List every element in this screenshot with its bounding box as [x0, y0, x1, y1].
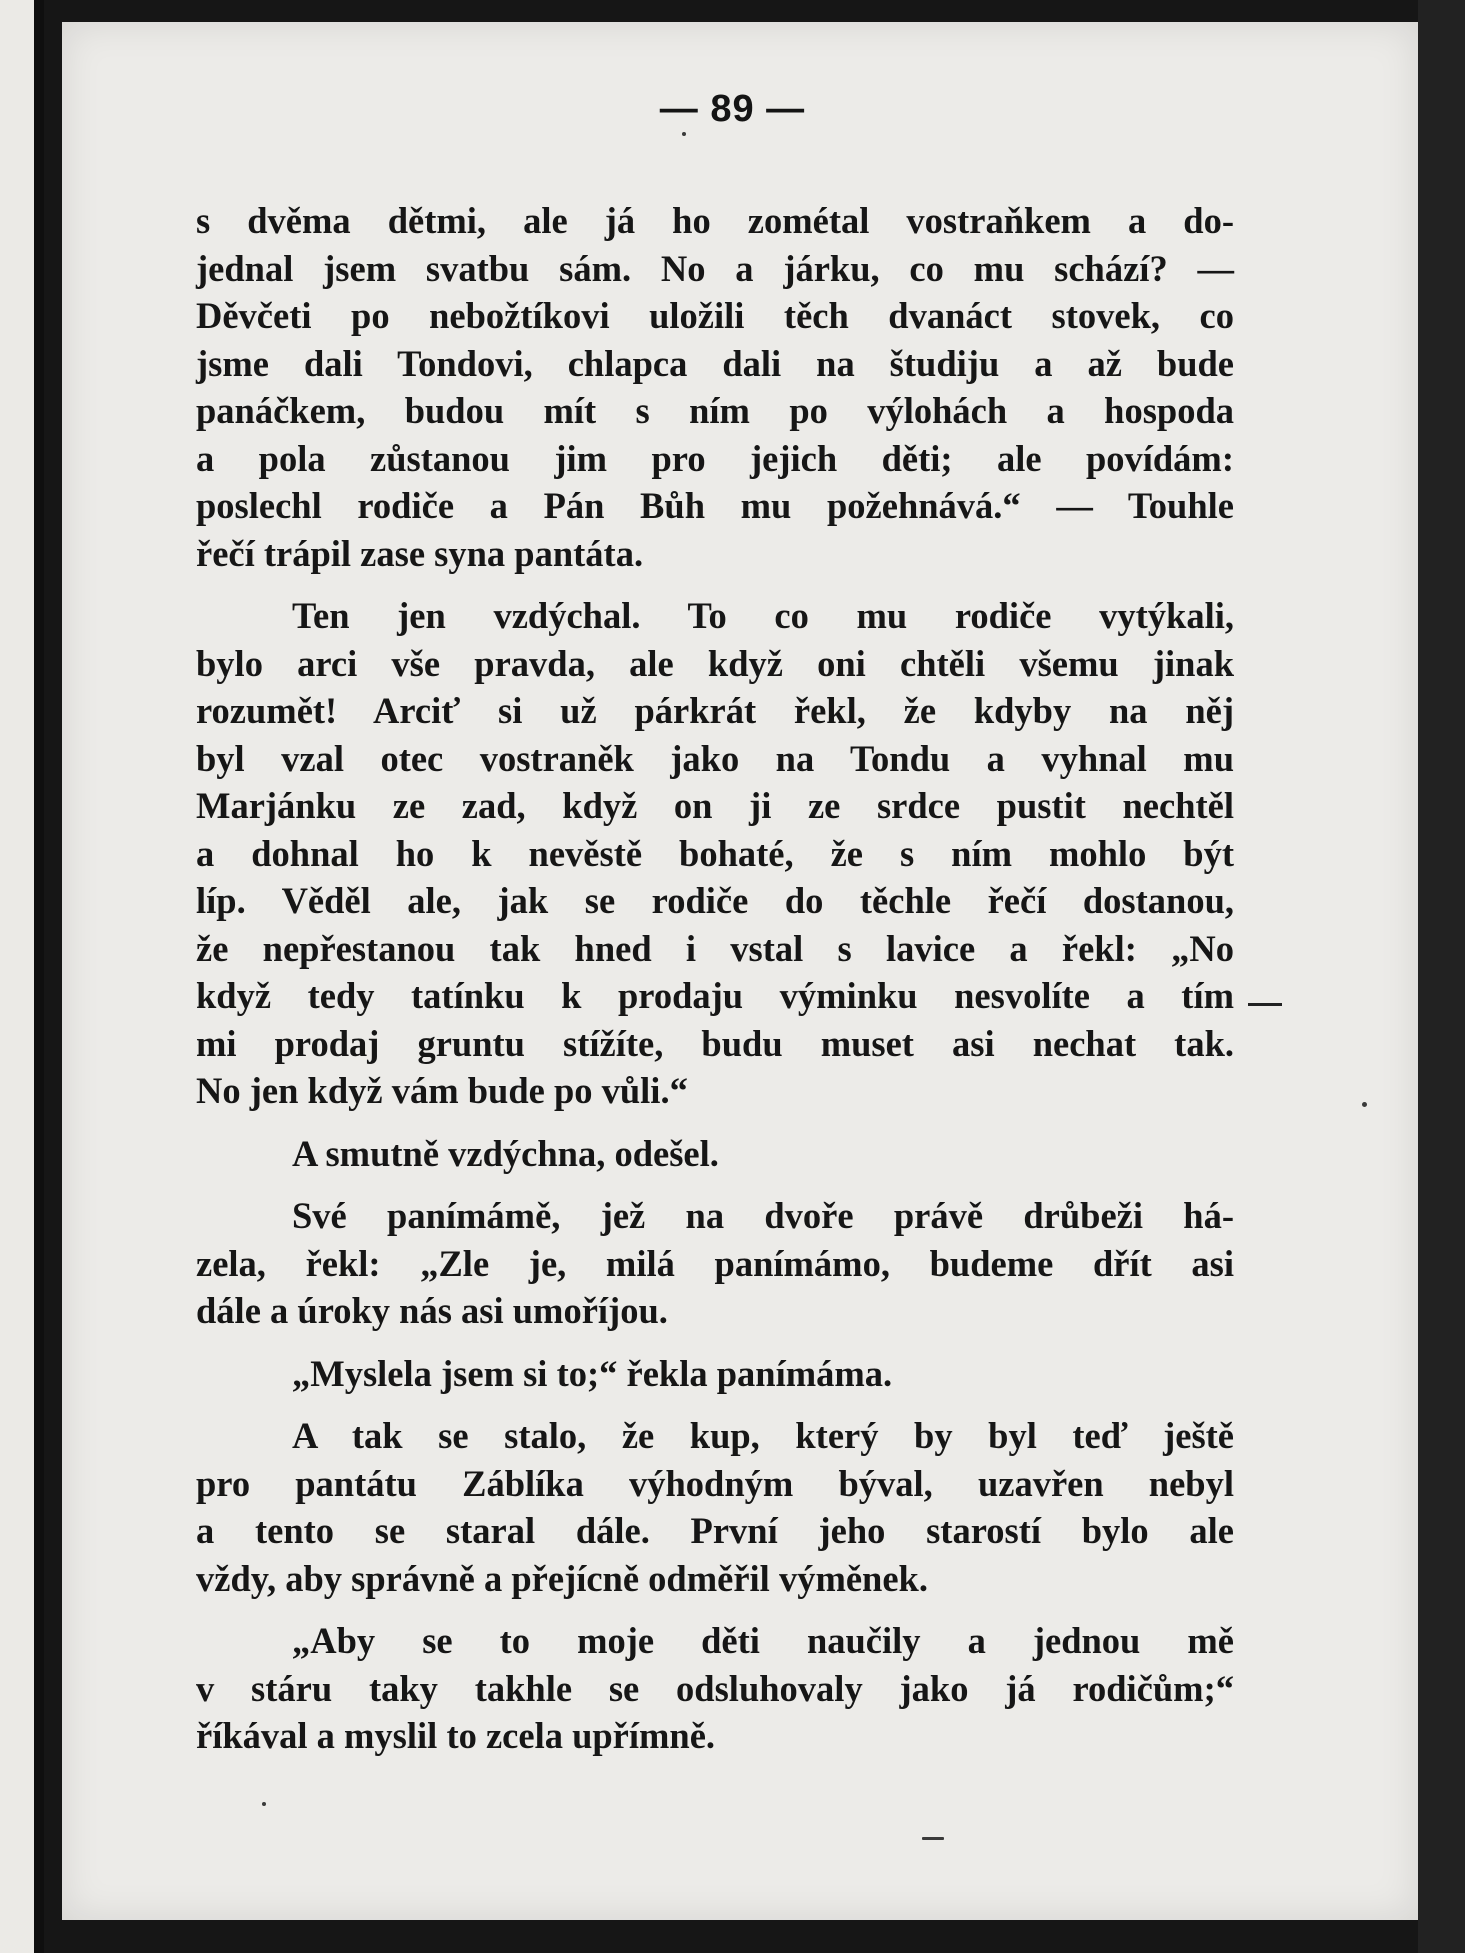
- text-line: „Myslela jsem si to;“ řekla panímáma.: [292, 1352, 893, 1394]
- text-line: bylo arci vše pravda, ale když oni chtěli všemu jinak: [196, 642, 1234, 684]
- text-line: pro pantátu Záblíka výhodným býval, uzavřen nebyl: [196, 1462, 1234, 1504]
- text-line: A tak se stalo, že kup, který by byl teď ještě: [292, 1415, 1234, 1456]
- text-line: v stáru taky takhle se odsluhovaly jako já rodičům;“: [196, 1667, 1234, 1709]
- text-line: Marjánku ze zad, když on ji ze srdce pustit nechtěl: [196, 785, 1234, 826]
- scan-background-edge: [1418, 0, 1465, 1953]
- page-number: — 89 —: [659, 88, 806, 130]
- text-line: Ten jen vzdýchal. To co mu rodiče vytýkali,: [292, 595, 1234, 636]
- paper-speck: [1362, 1102, 1367, 1107]
- text-line: dále a úroky nás asi umoříjou.: [196, 1290, 668, 1331]
- text-line: Děvčeti po nebožtíkovi uložili těch dvanáct stovek, co: [196, 295, 1234, 336]
- text-line: vždy, aby správně a přejícně odměřil výměnek.: [196, 1557, 928, 1599]
- text-line: A smutně vzdýchna, odešel.: [292, 1132, 719, 1174]
- text-line: poslechl rodiče a Pán Bůh mu požehnává.“ — Touhle: [196, 485, 1234, 526]
- text-line: když tedy tatínku k prodaju výminku nesvolíte a tím: [196, 975, 1234, 1016]
- text-line: mi prodaj gruntu stížíte, budu muset asi nechat tak.: [196, 1022, 1234, 1064]
- text-line: jednal jsem svatbu sám. No a járku, co mu schází? —: [196, 247, 1234, 289]
- paper-speck: [682, 132, 686, 136]
- text-line: líp. Věděl ale, jak se rodiče do těchle řečí dostanou,: [196, 880, 1234, 921]
- body-text: [196, 197, 1234, 1760]
- text-line: rozumět! Arciť si už párkrát řekl, že kdyby na něj: [196, 690, 1234, 731]
- paragraph: [196, 1617, 1234, 1760]
- text-line: byl vzal otec vostraněk jako na Tondu a vyhnal mu: [196, 737, 1234, 779]
- text-line: a dohnal ho k nevěstě bohaté, že s ním mohlo být: [196, 832, 1234, 874]
- paper-speck: [922, 1837, 944, 1840]
- text-line: že nepřestanou tak hned i vstal s lavice a řekl: „No: [196, 927, 1234, 969]
- paragraph: [196, 1412, 1234, 1602]
- text-line: říkával a myslil to zcela upřímně.: [196, 1715, 716, 1756]
- facing-page-edge: [0, 0, 44, 1953]
- text-line: a tento se staral dále. První jeho starostí bylo ale: [196, 1510, 1234, 1551]
- paper-speck: [262, 1802, 266, 1806]
- text-line: jsme dali Tondovi, chlapca dali na študiju a až bude: [196, 342, 1234, 384]
- paragraph: [196, 197, 1234, 577]
- paragraph: [196, 1350, 1234, 1398]
- text-line: zela, řekl: „Zle je, milá panímámo, budeme dřít asi: [196, 1242, 1234, 1284]
- text-line: „Aby se to moje děti naučily a jednou mě: [292, 1620, 1234, 1661]
- text-line: panáčkem, budou mít s ním po výlohách a hospoda: [196, 390, 1234, 431]
- margin-mark: [1248, 1003, 1282, 1006]
- paragraph: [196, 592, 1234, 1115]
- paragraph: [196, 1192, 1234, 1335]
- text-line: s dvěma dětmi, ale já ho zométal vostraňkem a do-: [196, 200, 1234, 241]
- text-line: No jen když vám bude po vůli.“: [196, 1070, 688, 1111]
- text-line: a pola zůstanou jim pro jejich děti; ale povídám:: [196, 437, 1234, 479]
- text-line: Své panímámě, jež na dvoře právě drůbeži há-: [292, 1195, 1234, 1236]
- text-line: řečí trápil zase syna pantáta.: [196, 532, 644, 574]
- paragraph: [196, 1130, 1234, 1178]
